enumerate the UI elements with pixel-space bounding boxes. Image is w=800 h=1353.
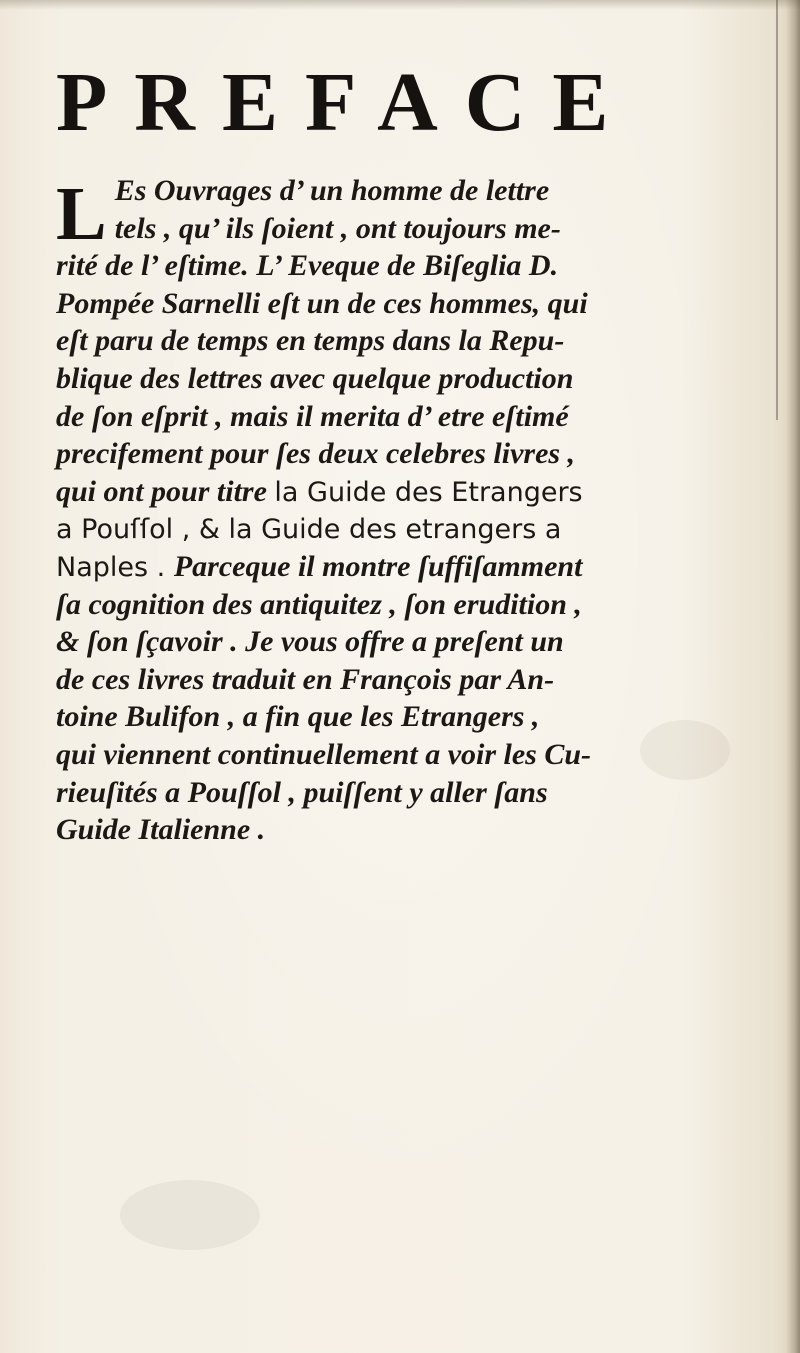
- text-line: [56, 623, 736, 661]
- text-run: Parceque il montre ſuffiſamment: [173, 549, 583, 583]
- text-run: de ces livres traduit en François par An-: [56, 662, 555, 696]
- text-line: [56, 586, 736, 624]
- text-run: eſt paru de temps en temps dans la Repu-: [56, 324, 565, 358]
- text-line: [56, 774, 736, 812]
- text-run: toine Bulifon , a fin que les Etrangers ,: [56, 700, 540, 734]
- text-run: rieuſités a Pouſſol , puiſſent y aller ſans: [56, 775, 548, 809]
- text-run: blique des lettres avec quelque production: [56, 361, 574, 395]
- text-run: de ſon eſprit , mais il merita d’ etre eſtimé: [56, 399, 569, 433]
- text-run: a Pouſſol , & la Guide des etrangers a: [56, 514, 562, 546]
- text-line: [56, 285, 736, 323]
- text-run: rité de l’ eſtime. L’ Eveque de Biſeglia D.: [56, 249, 559, 283]
- text-line: [56, 172, 736, 210]
- page-title: PREFACE: [56, 56, 636, 149]
- drop-cap: L: [56, 172, 107, 256]
- text-run: Pompée Sarnelli eſt un de ces hommes, qui: [56, 286, 588, 320]
- text-run: Es Ouvrages d’ un homme de lettre: [114, 174, 550, 207]
- text-run: precifement pour ſes deux celebres livres ,: [56, 437, 576, 471]
- text-run: la Guide des Etrangers: [274, 476, 583, 508]
- paper-stain: [120, 1180, 260, 1250]
- text-line: [56, 210, 736, 248]
- text-run: Guide Italienne .: [56, 813, 266, 847]
- text-run: ſa cognition des antiquitez , ſon erudition ,: [56, 587, 582, 621]
- text-line: [56, 661, 736, 699]
- text-line: [56, 247, 736, 285]
- text-line: [56, 473, 736, 511]
- text-run: qui ont pour titre: [56, 474, 275, 508]
- text-line: [56, 510, 736, 548]
- text-run: & ſon ſçavoir . Je vous offre a preſent un: [56, 625, 564, 659]
- text-line: [56, 548, 736, 586]
- text-line: [56, 360, 736, 398]
- preface-body: [56, 172, 736, 849]
- text-run: tels , qu’ ils ſoient , ont toujours me-: [114, 211, 561, 245]
- text-run: qui viennent continuellement a voir les Cu-: [56, 737, 592, 771]
- text-line: [56, 398, 736, 436]
- text-line: [56, 435, 736, 473]
- page-edge-line: [776, 0, 778, 420]
- text-line: [56, 698, 736, 736]
- page-top-shadow: [0, 0, 800, 10]
- text-line: [56, 736, 736, 774]
- text-line: [56, 811, 736, 849]
- text-line: [56, 322, 736, 360]
- page-gutter-shadow: [786, 0, 800, 1353]
- text-run: Naples .: [56, 551, 174, 583]
